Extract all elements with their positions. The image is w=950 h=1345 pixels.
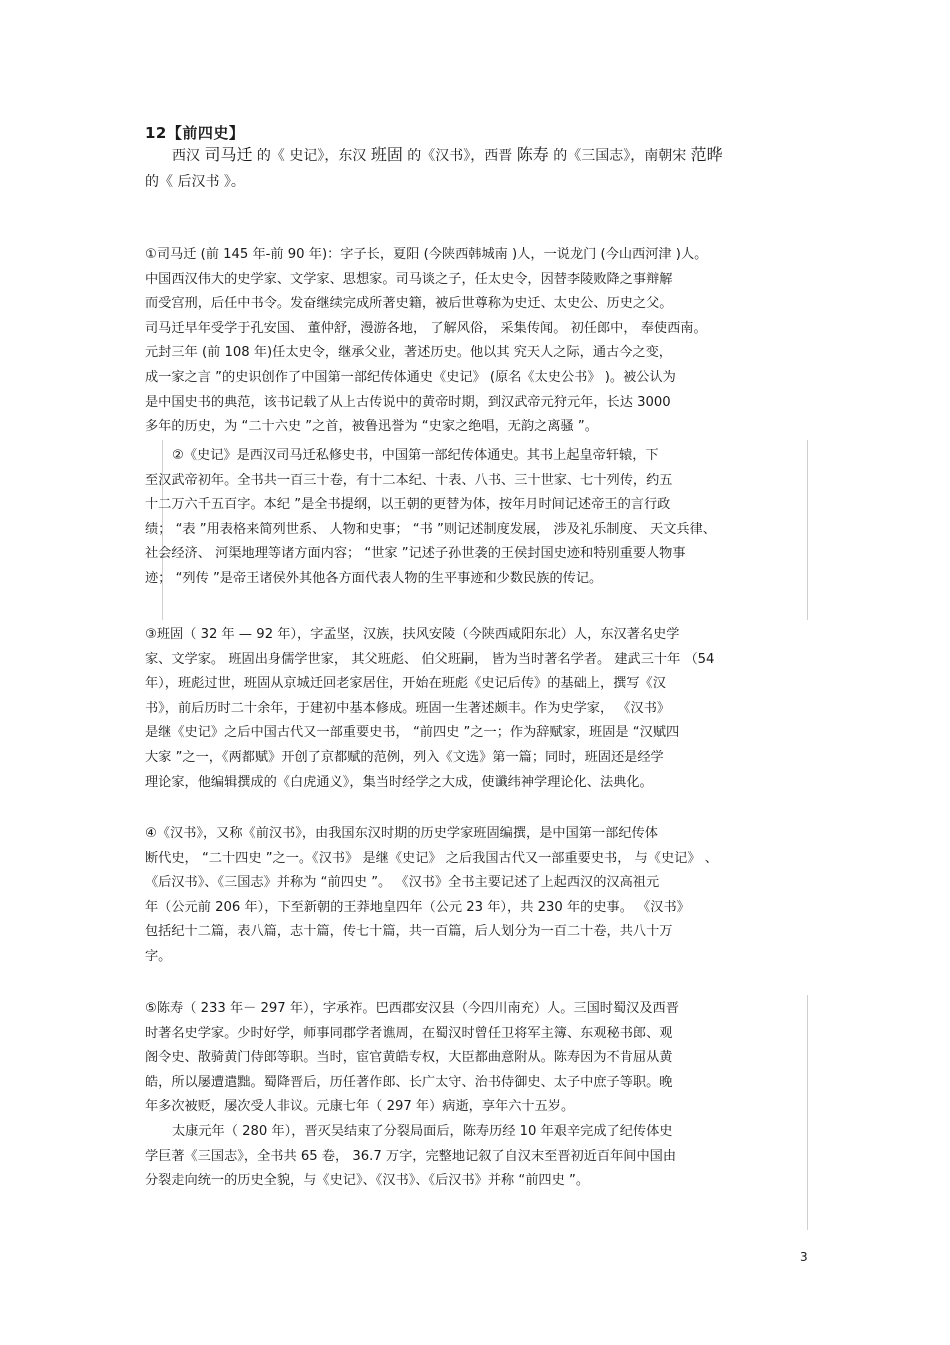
text-line: 书》，前后历时二十余年，于建初中基本修成。班固一生著述颇丰。作为史学家， 《汉书》 bbox=[145, 700, 671, 716]
intro-text: 的《 史记》，东汉 bbox=[256, 148, 367, 164]
text-line: 而受宫刑，后任中书令。发奋继续完成所著史籍，被后世尊称为史迁、太史公、历史之父。 bbox=[145, 296, 673, 312]
text-line: 至汉武帝初年。全书共一百三十卷，有十二本纪、十表、八书、三十世家、七十列传，约五 bbox=[145, 472, 673, 488]
text-line: 阁令史、散骑黄门侍郎等职。当时，宦官黄皓专权，大臣都曲意附从。陈寿因为不肯屈从黄 bbox=[145, 1050, 673, 1066]
paragraph-shiji bbox=[145, 444, 815, 592]
author-chen-shou: 陈寿 bbox=[516, 145, 549, 164]
intro-text: 西汉 bbox=[172, 148, 200, 164]
text-line: 十二万六千五百字。本纪 ”是全书提纲，以王朝的更替为体，按年月时间记述帝王的言行政 bbox=[145, 497, 671, 513]
text-line: 学巨著《三国志》，全书共 65 卷， 36.7 万字，完整地记叙了自汉末至晋初近百年间中国由 bbox=[145, 1148, 677, 1164]
text-line: 中国西汉伟大的史学家、文学家、思想家。司马谈之子，任太史令，因替李陵败降之事辩解 bbox=[145, 271, 673, 287]
text-line: 分裂走向统一的历史全貌，与《史记》、《汉书》、《后汉书》并称 “前四史 ”。 bbox=[145, 1173, 590, 1189]
text-line: 太康元年（ 280 年），晋灭吴结束了分裂局面后，陈寿历经 10 年艰辛完成了纪传体史 bbox=[172, 1123, 673, 1139]
author-sima-qian: 司马迁 bbox=[204, 145, 253, 164]
text-line: 年多次被贬，屡次受人非议。元康七年（ 297 年）病逝，享年六十五岁。 bbox=[145, 1099, 575, 1115]
author-ban-gu: 班固 bbox=[370, 145, 403, 164]
text-line: 年），班彪过世，班固从京城迁回老家居住，开始在班彪《史记后传》的基础上，撰写《汉 bbox=[145, 676, 666, 692]
paragraph-hanshu bbox=[145, 822, 815, 970]
intro-text: 的《三国志》，南朝宋 bbox=[553, 148, 687, 164]
text-line: 皓，所以屡遭遣黜。蜀降晋后，历任著作郎、长广太守、治书侍御史、太子中庶子等职。晚 bbox=[145, 1074, 673, 1090]
paragraph-ban-gu bbox=[145, 623, 815, 795]
text-line: 多年的历史，为 “二十六史 ”之首，被鲁迅誉为 “史家之绝唱，无韵之离骚 ”。 bbox=[145, 419, 598, 435]
section-title: 12【前四史】 bbox=[145, 124, 245, 142]
text-line: 断代史， “二十四史 ”之一。《汉书》 是继《史记》 之后我国古代又一部重要史书， 与《史记》 、 bbox=[145, 850, 718, 866]
text-line: ④《汉书》，又称《前汉书》，由我国东汉时期的历史学家班固编撰，是中国第一部纪传体 bbox=[145, 826, 658, 841]
text-line: 元封三年 (前 108 年)任太史令，继承父业，著述历史。他以其 究天人之际，通古今之变， bbox=[145, 345, 672, 361]
text-line: 司马迁早年受学于孔安国、 董仲舒，漫游各地， 了解风俗， 采集传闻。 初任郎中， 奉使西南。 bbox=[145, 320, 707, 336]
intro-line-1 bbox=[145, 142, 815, 169]
text-line: ②《史记》是西汉司马迁私修史书，中国第一部纪传体通史。其书上起皇帝轩辕，下 bbox=[172, 448, 659, 463]
paragraph-chen-shou bbox=[145, 997, 815, 1194]
page-number: 3 bbox=[800, 1250, 808, 1264]
text-line: 绩； “表 ”用表格来简列世系、 人物和史事； “书 ”则记述制度发展， 涉及礼乐制度、 天文兵律、 bbox=[145, 521, 716, 537]
text-line: ①司马迁 (前 145 年-前 90 年)：字子长，夏阳 (今陕西韩城南 )人，一说龙门 (今山西河津 )人。 bbox=[145, 247, 708, 262]
text-line: 字。 bbox=[145, 948, 172, 964]
text-line: 年（公元前 206 年），下至新朝的王莽地皇四年（公元 23 年），共 230 年的史事。 《汉书》 bbox=[145, 899, 690, 915]
text-line: 时著名史学家。少时好学，师事同郡学者谯周，在蜀汉时曾任卫将军主簿、东观秘书郎、观 bbox=[145, 1025, 673, 1041]
text-line: ③班固（ 32 年 — 92 年），字孟坚，汉族，扶风安陵（今陕西咸阳东北）人，东汉著名史学 bbox=[145, 627, 680, 642]
text-line: 是中国史书的典范，该书记载了从上古传说中的黄帝时期，到汉武帝元狩元年，长达 3000 bbox=[145, 394, 671, 410]
intro-paragraph bbox=[145, 142, 815, 195]
text-line: 大家 ”之一，《两都赋》开创了京都赋的范例，列入《文选》第一篇；同时，班固还是经学 bbox=[145, 749, 664, 765]
text-line: 包括纪十二篇，表八篇，志十篇，传七十篇，共一百篇，后人划分为一百二十卷，共八十万 bbox=[145, 924, 673, 940]
author-fan-ye: 范晔 bbox=[690, 145, 723, 164]
text-line: 成一家之言 ”的史识创作了中国第一部纪传体通史《史记》 (原名《太史公书》 )。被公认为 bbox=[145, 369, 676, 385]
paragraph-sima-qian bbox=[145, 243, 815, 440]
text-line: 理论家，他编辑撰成的《白虎通义》，集当时经学之大成，使谶纬神学理论化、法典化。 bbox=[145, 774, 653, 790]
text-line: 社会经济、 河渠地理等诸方面内容； “世家 ”记述子孙世袭的王侯封国史迹和特别重要人物事 bbox=[145, 546, 686, 562]
text-line: 《后汉书》、《三国志》并称为 “前四史 ”。 《汉书》全书主要记述了上起西汉的汉高祖元 bbox=[145, 875, 660, 891]
text-line: 迹； “列传 ”是帝王诸侯外其他各方面代表人物的生平事迹和少数民族的传记。 bbox=[145, 570, 603, 586]
text-line: ⑤陈寿（ 233 年－ 297 年），字承祚。巴西郡安汉县（今四川南充）人。三国时蜀汉及西晋 bbox=[145, 1001, 679, 1016]
intro-line-2: 的《 后汉书 》。 bbox=[145, 174, 245, 190]
text-line: 家、文学家。 班固出身儒学世家， 其父班彪、 伯父班嗣， 皆为当时著名学者。 建武三十年 （54 bbox=[145, 651, 715, 667]
text-line: 是继《史记》之后中国古代又一部重要史书， “前四史 ”之一；作为辞赋家，班固是 “汉赋四 bbox=[145, 725, 680, 741]
intro-text: 的《汉书》，西晋 bbox=[407, 148, 513, 164]
